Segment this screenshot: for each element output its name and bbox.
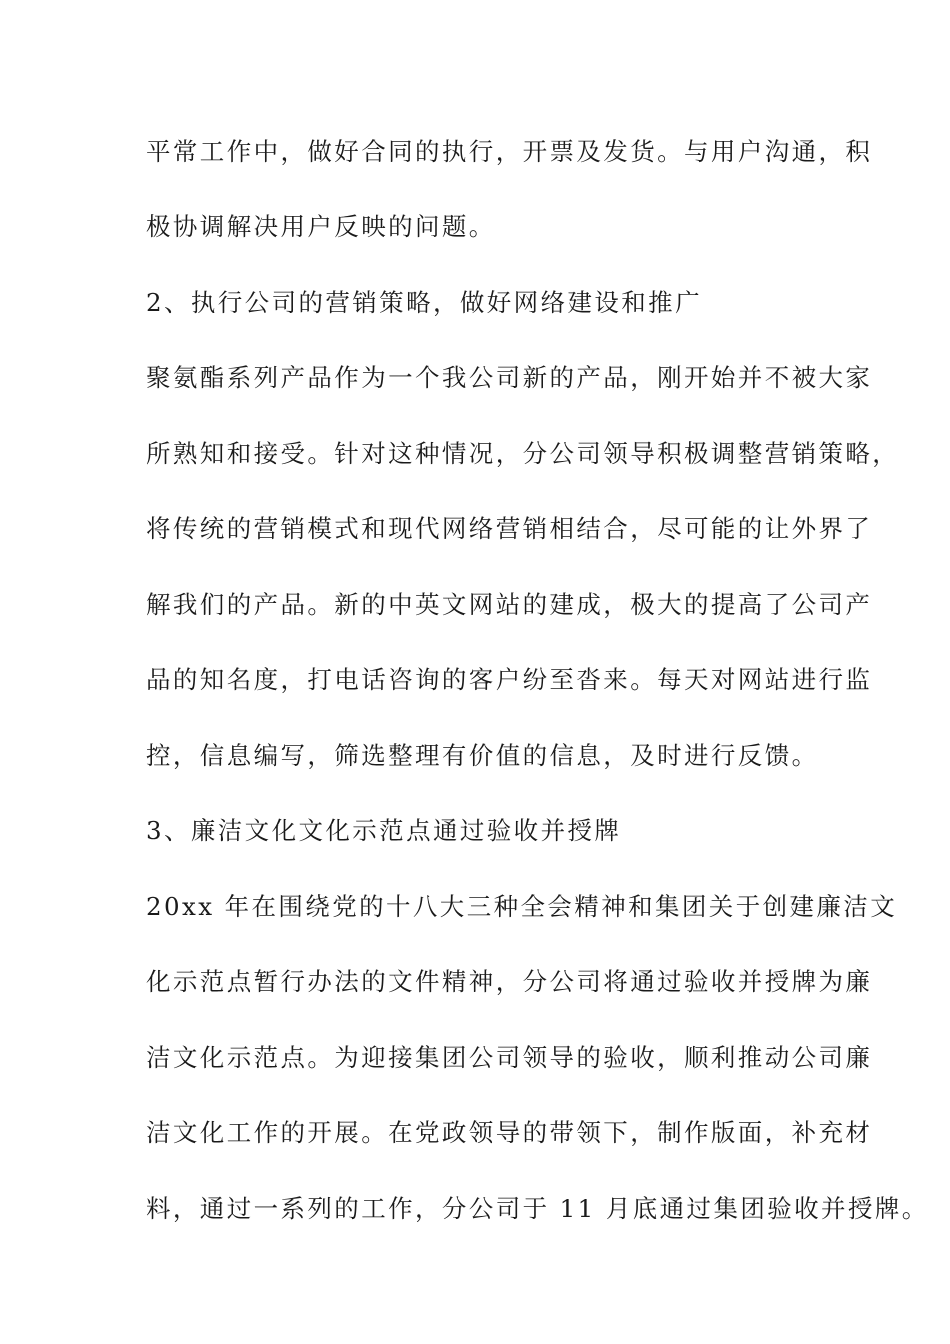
paragraph-line: 聚氨酯系列产品作为一个我公司新的产品，刚开始并不被大家 — [146, 363, 873, 392]
paragraph-line: 将传统的营销模式和现代网络营销相结合，尽可能的让外界了 — [146, 514, 873, 543]
section-heading: 3、廉洁文化文化示范点通过验收并授牌 — [146, 816, 622, 845]
paragraph-line: 化示范点暂行办法的文件精神，分公司将通过验收并授牌为廉 — [146, 967, 873, 996]
paragraph-line: 极协调解决用户反映的问题。 — [146, 212, 496, 241]
paragraph-line: 洁文化示范点。为迎接集团公司领导的验收，顺利推动公司廉 — [146, 1043, 873, 1072]
paragraph-line: 平常工作中，做好合同的执行，开票及发货。与用户沟通，积 — [146, 137, 873, 166]
paragraph-line: 料，通过一系列的工作，分公司于 11 月底通过集团验收并授牌。 — [146, 1194, 929, 1223]
paragraph-line: 所熟知和接受。针对这种情况，分公司领导积极调整营销策略， — [146, 439, 900, 468]
paragraph-line: 品的知名度，打电话咨询的客户纷至沓来。每天对网站进行监 — [146, 665, 873, 694]
paragraph-line: 20xx 年在围绕党的十八大三种全会精神和集团关于创建廉洁文 — [146, 892, 898, 921]
paragraph-line: 解我们的产品。新的中英文网站的建成，极大的提高了公司产 — [146, 590, 873, 619]
paragraph-line: 洁文化工作的开展。在党政领导的带领下，制作版面，补充材 — [146, 1118, 873, 1147]
paragraph-line: 控，信息编写，筛选整理有价值的信息，及时进行反馈。 — [146, 741, 819, 770]
section-heading: 2、执行公司的营销策略，做好网络建设和推广 — [146, 288, 702, 317]
